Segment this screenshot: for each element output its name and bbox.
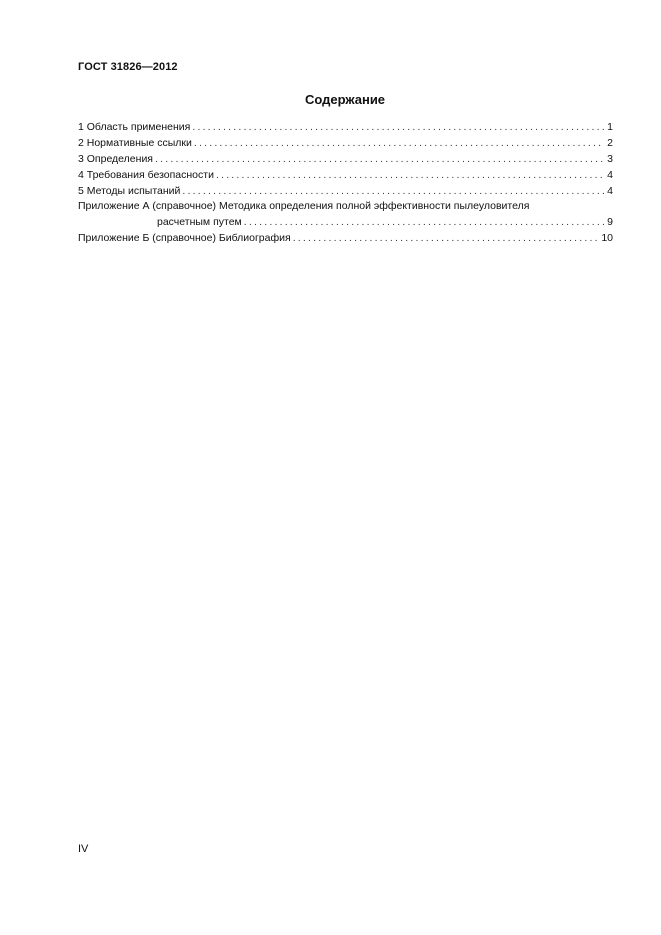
toc-entry-page: 2 xyxy=(607,137,613,149)
dot-leader xyxy=(192,119,604,135)
dot-leader xyxy=(244,214,604,230)
toc-entry-page: 10 xyxy=(601,232,613,244)
toc-entry-label-continuation: расчетным путем xyxy=(157,216,242,228)
toc-entry-normative-references[interactable] xyxy=(78,135,613,151)
dot-leader xyxy=(293,230,599,246)
dot-leader xyxy=(216,167,604,183)
toc-entry-page: 3 xyxy=(607,153,613,165)
toc-entry-label: Приложение А (справочное) Методика определения полной эффективности пылеуловителя xyxy=(78,200,530,212)
toc-entry-scope[interactable] xyxy=(78,119,613,135)
toc-entry-label: Приложение Б (справочное) Библиография xyxy=(78,232,291,244)
table-of-contents xyxy=(78,119,613,246)
toc-entry-safety-requirements[interactable] xyxy=(78,167,613,183)
toc-entry-appendix-a[interactable] xyxy=(78,199,613,230)
toc-entry-label: 5 Методы испытаний xyxy=(78,185,181,197)
toc-entry-label: 1 Область применения xyxy=(78,121,191,133)
toc-entry-page: 4 xyxy=(607,185,613,197)
page-number: IV xyxy=(78,843,89,855)
toc-entry-definitions[interactable] xyxy=(78,151,613,167)
toc-entry-label: 4 Требования безопасности xyxy=(78,169,214,181)
dot-leader xyxy=(182,183,604,199)
dot-leader xyxy=(194,135,604,151)
toc-entry-page: 4 xyxy=(607,169,613,181)
document-header: ГОСТ 31826—2012 xyxy=(78,61,178,73)
toc-entry-page: 9 xyxy=(607,216,613,228)
toc-entry-test-methods[interactable] xyxy=(78,183,613,199)
dot-leader xyxy=(155,151,604,167)
toc-entry-appendix-b[interactable] xyxy=(78,230,613,246)
toc-title: Содержание xyxy=(304,92,386,107)
toc-entry-page: 1 xyxy=(607,121,613,133)
toc-entry-label: 3 Определения xyxy=(78,153,153,165)
toc-entry-label: 2 Нормативные ссылки xyxy=(78,137,192,149)
